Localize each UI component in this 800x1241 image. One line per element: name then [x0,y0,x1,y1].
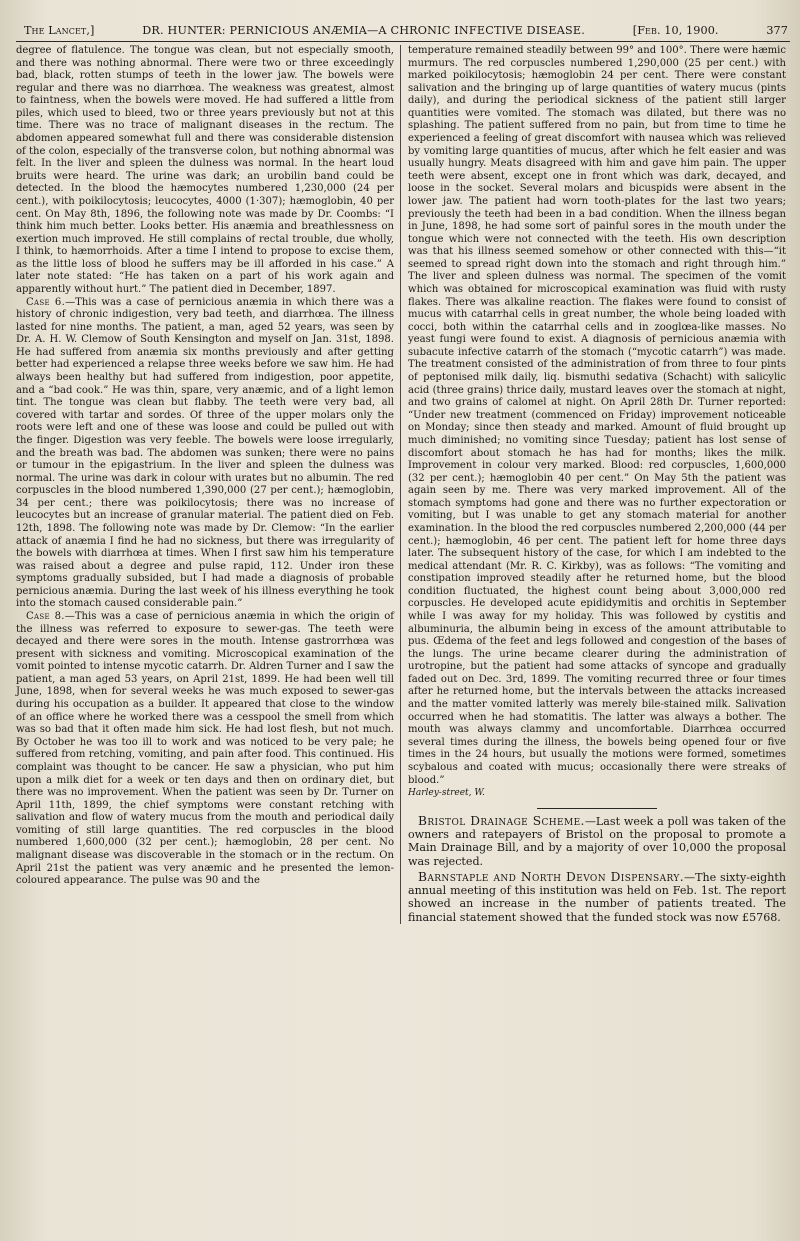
news-note [408,871,786,924]
case-heading: Case 8. [26,611,65,623]
news-note [408,815,786,868]
left-column [16,45,401,924]
right-column [401,45,786,924]
note-heading: Barnstaple and North Devon Dispensary. [418,869,684,884]
note-heading: Bristol Drainage Scheme. [418,813,585,828]
paragraph [408,815,786,868]
issue-date: [Feb. 10, 1900. [632,24,719,37]
paragraph-text: —The sixty-eighth annual meeting of this institution was held on Feb. 1st. The report showed an increase in the number of patients treated. The financial statement showed that the funded stock was now £5768. [408,870,786,924]
paragraph-text: —Last week a poll was taken of the owners and ratepayers of Bristol on the proposal to promote a Main Drainage Bill, and by a majority of over 10,000 the proposal was rejected. [408,814,786,868]
paragraph-text: temperature remained steadily between 99° and 100°. There were hæmic murmurs. The red corpuscles numbered 1,290,000 (25 per cent.) with marked poikilocytosis; hæmoglobin 24 per cent. There were constant salivation and the bringing up of large quantities of watery mucus (pints daily), and during the periodical sickness of the patient still larger quantities were vomited. The stomach was dilated, but there was no splashing. The patient suffered from no pain, but from time to time he experienced a feeling of great discomfort with nausea which was relieved by vomiting large quantities of mucus, after which he felt easier and was usually hungry. Meats disagreed with him and gave him pain. The upper teeth were absent, except one in front which was dark, decayed, and loose in the socket. Several molars and bicuspids were absent in the lower jaw. The patient had worn tooth-plates for the last two years; previously the teeth had been in a bad condition. When the illness began in June, 1898, he had some sort of painful sores in the mouth under the tongue which were not connected with the teeth. His own description was that his illness seemed somehow or other connected with this—“it seemed to spread right down into the stomach and right through him.” The liver and spleen dulness was normal. The specimen of the vomit which was obtained for microscopical examination was fluid with rusty flakes. There was alkaline reaction. The flakes were found to consist of mucus with catarrhal cells in great number, the whole being loaded with cocci, both within the catarrhal cells and in zooglœa-like masses. No yeast fungi were found to exist. A diagnosis of pernicious anæmia with subacute infective catarrh of the stomach (“mycotic catarrh”) was made. The treatment consisted of the administration of from three to four pints of peptonised milk daily, liq. bismuthi sedativa (Schacht) with salicylic acid (three grains) thrice daily, mustard leaves over the stomach at night, and two grains of calomel at night. On April 28th Dr. Turner reported: “Under new treatment (commenced on Friday) improvement noticeable on Monday; since then steady and marked. Amount of fluid brought up much diminished; no vomiting since Tuesday; patient has lost sense of discomfort about stomach he has had for months; likes the milk. Improvement in colour very marked. Blood: red corpuscles, 1,600,000 (32 per cent.); hæmoglobin 40 per cent.” On May 5th the patient was again seen by me. There was very marked improvement. All of the stomach symptoms had gone and there was no further expectoration or vomiting, but I was unable to get any stomach material for another examination. In the blood the red corpuscles numbered 2,200,000 (44 per cent.); hæmoglobin, 46 per cent. The patient left for home three days later. The subsequent history of the case, for which I am indebted to the medical attendant (Mr. R. C. Kirkby), was as follows: “The vomiting and constipation improved steadily after he returned home, but the blood condition fluctuated, the highest count being about 3,000,000 red corpuscles. He developed acute epididymitis and orchitis in September while I was away for my holiday. This was followed by cystitis and albuminuria, the albumin being in excess of the amount attributable to pus. Œdema of the feet and legs followed and congestion of the bases of the lungs. The urine became clearer during the administration of urotropine, but the patient had some attacks of syncope and gradually faded out on Dec. 3rd, 1899. The vomiting recurred three or four times after he returned home, but the intervals between the attacks increased and the matter vomited latterly was merely bile-stained milk. Salivation occurred when he had stomatitis. The latter was always a bother. The mouth was always clammy and uncomfortable. Diarrhœa occurred several times during the illness, the bowels being opened four or five times in the 24 hours, but usually the motions were formed, sometimes scybalous and coated with mucus; occasionally there were streaks of blood.” [408,45,786,786]
page-number: 377 [766,24,788,37]
paragraph-text: —This was a case of pernicious anæmia in which there was a history of chronic indigestion, very bad teeth, and diarrhœa. The illness lasted for nine months. The patient, a man, aged 52 years, was seen by Dr. A. H. W. Clemow of South Kensington and myself on Jan. 31st, 1898. He had suffered from anæmia six months previously and after getting better had experienced a relapse three weeks before we saw him. He had always been healthy but had suffered from indigestion, poor appetite, and a “bad cook.” He was thin, spare, very anæmic, and of a light lemon tint. The tongue was clean but flabby. The teeth were very bad, all covered with tartar and sordes. Of three of the upper molars only the roots were left and one of these was loose and could be pulled out with the finger. Digestion was very feeble. The bowels were loose irregularly, and the breath was bad. The abdomen was sunken; there were no pains or tumour in the epigastrium. In the liver and spleen the dulness was normal. The urine was dark in colour with urates but no albumin. The red corpuscles in the blood numbered 1,390,000 (27 per cent.); hæmoglobin, 34 per cent.; there was poikilocytosis; there was no increase of leucocytes but an increase of granular material. The patient died on Feb. 12th, 1898. The following note was made by Dr. Clemow: “In the earlier attack of anæmia I find he had no sickness, but there was irregularity of the bowels with diarrhœa at times. When I first saw him his temperature was raised about a degree and pulse rapid, 112. Under iron these symptoms gradually subsided, but I had made a diagnosis of probable pernicious anæmia. During the last week of his illness everything he took into the stomach caused considerable pain.” [16,296,394,610]
article-running-title: DR. HUNTER: PERNICIOUS ANÆMIA—A CHRONIC INFECTIVE DISEASE. [142,24,585,37]
journal-name: The Lancet,] [24,24,95,37]
paragraph [16,297,394,611]
paragraph-text: —This was a case of pernicious anæmia in which the origin of the illness was referred to exposure to sewer-gas. The teeth were decayed and there were sores in the mouth. Intense gastrorrhœa was present with sickness and vomiting. Microscopical examination of the vomit pointed to intense mycotic catarrh. Dr. Aldren Turner and I saw the patient, a man aged 53 years, on April 21st, 1899. He had been well till June, 1898, when for several weeks he was much exposed to sewer-gas during his occupation as a builder. It appeared that close to the window of an office where he worked there was a cesspool the smell from which was so bad that it often made him sick. He had lost flesh, but not much. By October he was too ill to work and was noticed to be very pale; he suffered from retching, vomiting, and pain after food. This continued. His complaint was thought to be cancer. He saw a physician, who put him upon a milk diet for a week or ten days and then on ordinary diet, but there was no improvement. When the patient was seen by Dr. Turner on April 11th, 1899, the chief symptoms were constant retching with salivation and flow of watery mucus from the mouth and periodical daily vomiting of still large quantities. The red corpuscles in the blood numbered 1,600,000 (32 per cent.); hæmoglobin, 28 per cent. No malignant disease was discoverable in the stomach or in the rectum. On April 21st the patient was very anæmic and he presented the lemon-coloured appearance. The pulse was 90 and the [16,611,394,887]
paragraph [408,45,786,787]
paragraph [16,45,394,297]
author-address: Harley-street, W. [408,788,485,799]
case-heading: Case 6. [26,296,66,308]
section-divider [537,808,657,809]
paragraph [408,871,786,924]
paragraph [16,611,394,888]
two-column-body [16,45,790,924]
paragraph-text: degree of flatulence. The tongue was clean, but not especially smooth, and there was nothing abnormal. There were two or three exceedingly bad, black, rotten stumps of teeth in the lower jaw. The bowels were regular and there was no diarrhœa. The weakness was greatest, almost to faintness, when the bowels were moved. He had suffered a little from piles, which used to bleed, two or three years previously but not at this time. There was no trace of malignant diseases in the rectum. The abdomen appeared somewhat full and there was considerable distension of the colon, especially of the transverse colon, but nothing abnormal was felt. In the liver and spleen the dulness was normal. In the heart loud bruits were heard. The urine was dark; an urobilin band could be detected. In the blood the hæmocytes numbered 1,230,000 (24 per cent.), with poikilocytosis; leucocytes, 4000 (1·307); hæmoglobin, 40 per cent. On May 8th, 1896, the following note was made by Dr. Coombs: “I think him much better. Looks better. His anæmia and breathlessness on exertion much improved. He still complains of rectal trouble, due wholly, I think, to hæmorrhoids. After a time I intend to propose to excise them, as the little loss of blood he suffers may be ill afforded in his case.” A later note stated: “He has taken on a part of his work again and apparently without hurt.” The patient died in December, 1897. [16,45,394,295]
running-head [16,12,790,42]
